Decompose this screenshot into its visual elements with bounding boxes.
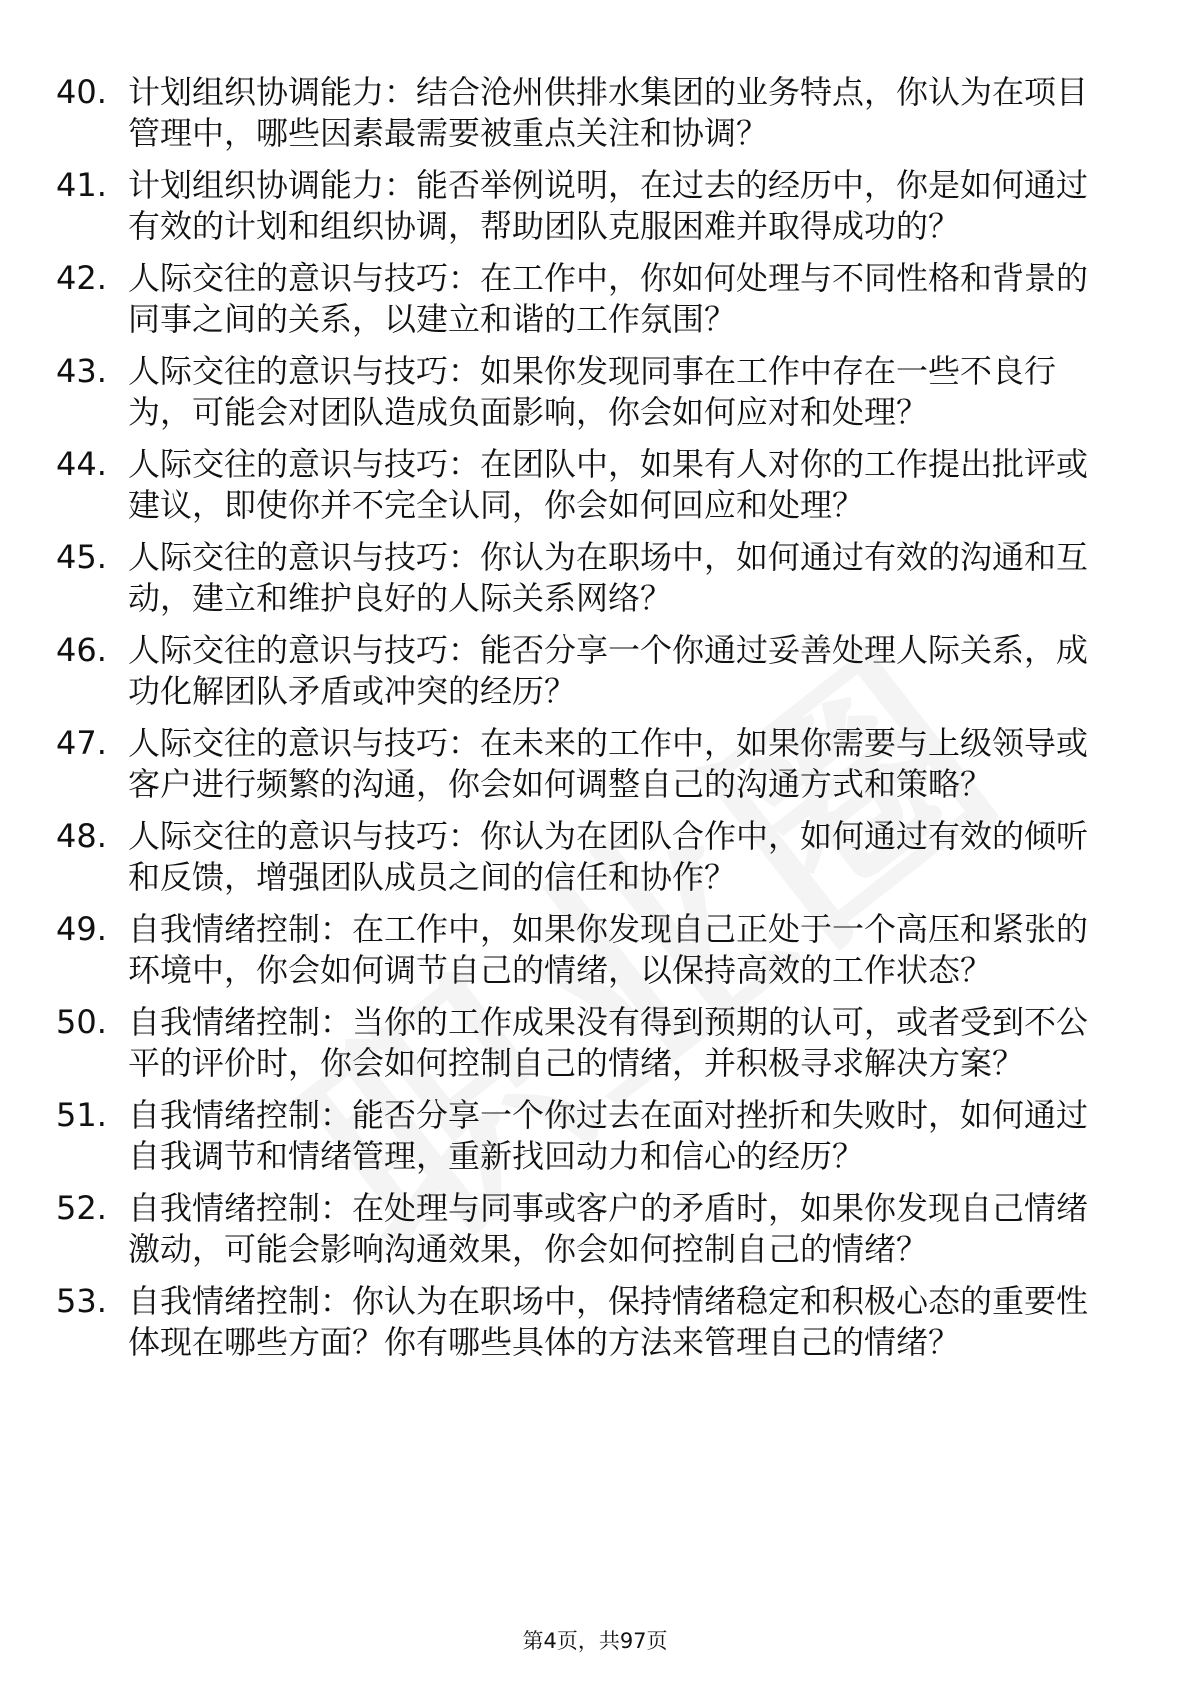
question-number: 52.	[56, 1189, 107, 1227]
question-text: 人际交往的意识与技巧：在团队中，如果有人对你的工作提出批评或建议，即使你并不完全认同，你会如何回应和处理？	[128, 445, 1089, 524]
question-text: 自我情绪控制：在工作中，如果你发现自己正处于一个高压和紧张的环境中，你会如何调节自己的情绪，以保持高效的工作状态？	[128, 910, 1089, 989]
question-text: 人际交往的意识与技巧：能否分享一个你通过妥善处理人际关系，成功化解团队矛盾或冲突的经历？	[128, 631, 1089, 710]
question-item	[0, 444, 1190, 526]
question-item	[0, 1188, 1190, 1270]
question-text: 计划组织协调能力：结合沧州供排水集团的业务特点，你认为在项目管理中，哪些因素最需要被重点关注和协调？	[128, 73, 1089, 152]
question-item	[0, 816, 1190, 898]
question-number: 44.	[56, 445, 107, 483]
question-number: 48.	[56, 817, 107, 855]
question-number: 50.	[56, 1003, 107, 1041]
question-text: 人际交往的意识与技巧：如果你发现同事在工作中存在一些不良行为，可能会对团队造成负面影响，你会如何应对和处理？	[128, 352, 1057, 431]
question-item	[0, 909, 1190, 991]
question-item	[0, 1095, 1190, 1177]
question-item	[0, 351, 1190, 433]
question-text: 自我情绪控制：在处理与同事或客户的矛盾时，如果你发现自己情绪激动，可能会影响沟通效果，你会如何控制自己的情绪？	[128, 1189, 1089, 1268]
question-item	[0, 165, 1190, 247]
question-number: 43.	[56, 352, 107, 390]
question-item	[0, 72, 1190, 154]
question-text: 自我情绪控制：能否分享一个你过去在面对挫折和失败时，如何通过自我调节和情绪管理，重新找回动力和信心的经历？	[128, 1096, 1089, 1175]
question-number: 45.	[56, 538, 107, 576]
question-number: 40.	[56, 73, 107, 111]
question-number: 51.	[56, 1096, 107, 1134]
question-number: 49.	[56, 910, 107, 948]
question-list	[0, 72, 1190, 1374]
question-text: 人际交往的意识与技巧：你认为在团队合作中，如何通过有效的倾听和反馈，增强团队成员之间的信任和协作？	[128, 817, 1089, 896]
question-item	[0, 630, 1190, 712]
question-number: 42.	[56, 259, 107, 297]
question-text: 人际交往的意识与技巧：你认为在职场中，如何通过有效的沟通和互动，建立和维护良好的人际关系网络？	[128, 538, 1089, 617]
question-item	[0, 723, 1190, 805]
question-text: 人际交往的意识与技巧：在未来的工作中，如果你需要与上级领导或客户进行频繁的沟通，你会如何调整自己的沟通方式和策略？	[128, 724, 1089, 803]
question-text: 自我情绪控制：你认为在职场中，保持情绪稳定和积极心态的重要性体现在哪些方面？你有哪些具体的方法来管理自己的情绪？	[128, 1282, 1089, 1361]
question-item	[0, 537, 1190, 619]
question-number: 53.	[56, 1282, 107, 1320]
question-number: 41.	[56, 166, 107, 204]
page-number-label: 第4页，共97页	[522, 1629, 668, 1653]
page-footer	[0, 1627, 1190, 1655]
question-item	[0, 258, 1190, 340]
question-text: 计划组织协调能力：能否举例说明，在过去的经历中，你是如何通过有效的计划和组织协调，帮助团队克服困难并取得成功的？	[128, 166, 1089, 245]
question-item	[0, 1281, 1190, 1363]
question-text: 自我情绪控制：当你的工作成果没有得到预期的认可，或者受到不公平的评价时，你会如何控制自己的情绪，并积极寻求解决方案？	[128, 1003, 1089, 1082]
question-number: 47.	[56, 724, 107, 762]
question-item	[0, 1002, 1190, 1084]
question-text: 人际交往的意识与技巧：在工作中，你如何处理与不同性格和背景的同事之间的关系，以建立和谐的工作氛围？	[128, 259, 1089, 338]
question-number: 46.	[56, 631, 107, 669]
